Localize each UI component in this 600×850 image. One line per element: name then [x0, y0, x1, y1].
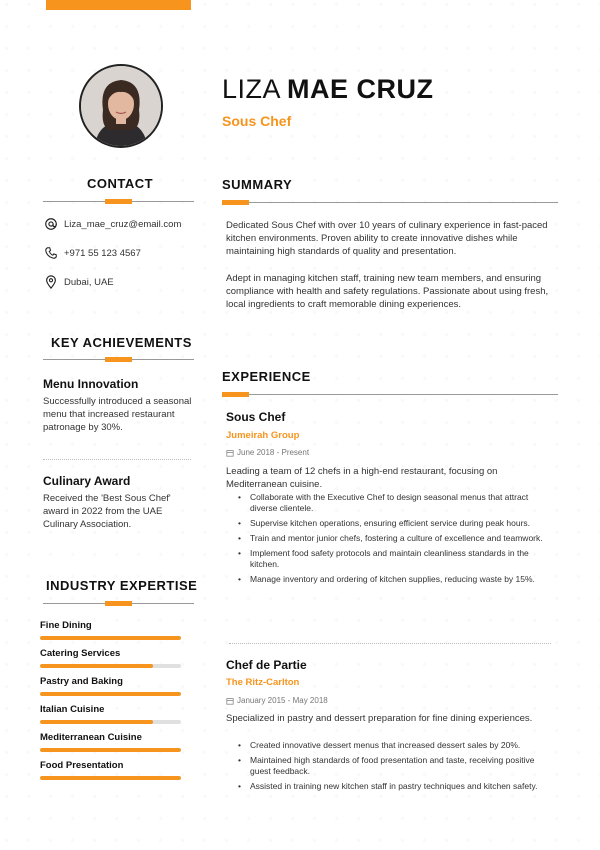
job-bullet: • Maintained high standards of food presentation and taste, receiving positive guest feedback. — [238, 755, 544, 777]
skill-level-fill — [40, 776, 181, 780]
skill-level-fill — [40, 720, 153, 724]
experience-accent — [222, 392, 249, 397]
skill-level-bar — [40, 776, 181, 780]
job-company: The Ritz-Carlton — [226, 677, 300, 688]
achievement-desc: Received the 'Best Sous Chef' award in 2022 from the UAE Culinary Association. — [43, 493, 171, 530]
job-company: Jumeirah Group — [226, 430, 300, 441]
contact-accent — [105, 199, 132, 204]
location-pin-icon — [44, 275, 58, 289]
job-description: Specialized in pastry and dessert preparation for fine dining experiences. — [226, 713, 533, 724]
summary-paragraph: Adept in managing kitchen staff, training new team members, and ensuring compliance with health and safety regulations. Passionate about using fresh, local ingredients to craft memorable dining experiences. — [226, 273, 549, 310]
first-name: LIZA — [222, 74, 282, 104]
experience-rule — [222, 394, 558, 395]
summary-paragraph: Dedicated Sous Chef with over 10 years of culinary experience in fast-paced kitchen environments. Proven ability to create innovative dishes while maintaining high standards of quality and presentation. — [226, 220, 548, 257]
expertise-heading: INDUSTRY EXPERTISE — [46, 578, 198, 593]
avatar — [79, 64, 163, 148]
job-dates — [226, 448, 309, 457]
phone-icon — [44, 246, 58, 260]
achievement-title: Culinary Award — [43, 474, 131, 488]
job-title: Chef de Partie — [226, 658, 307, 672]
skill-name: Food Presentation — [40, 760, 124, 771]
contact-email[interactable] — [44, 217, 181, 231]
achievement-title: Menu Innovation — [43, 377, 139, 391]
job-bullet: • Created innovative dessert menus that increased dessert sales by 20%. — [238, 740, 544, 751]
contact-phone[interactable] — [44, 246, 141, 260]
experience-heading: EXPERIENCE — [222, 369, 311, 384]
job-bullets — [238, 492, 544, 589]
skill-name: Catering Services — [40, 648, 121, 659]
job-bullet: • Supervise kitchen operations, ensuring efficient service during peak hours. — [238, 518, 544, 529]
skill-level-fill — [40, 664, 153, 668]
skill-level-fill — [40, 636, 181, 640]
job-divider — [229, 643, 551, 644]
last-name: MAE CRUZ — [287, 74, 434, 104]
location-text: Dubai, UAE — [64, 276, 114, 288]
skill-level-bar — [40, 664, 181, 668]
contact-location — [44, 275, 114, 289]
email-text: Liza_mae_cruz@email.com — [64, 218, 182, 230]
calendar-icon — [226, 697, 234, 705]
job-dates — [226, 696, 328, 705]
skill-name: Pastry and Baking — [40, 676, 123, 687]
job-bullet: • Train and mentor junior chefs, fostering a culture of excellence and teamwork. — [238, 533, 544, 544]
job-bullet: • Assisted in training new kitchen staff in pastry techniques and kitchen safety. — [238, 781, 544, 792]
job-description: Leading a team of 12 chefs in a high-end restaurant, focusing on Mediterranean cuisine. — [226, 466, 498, 490]
summary-heading: SUMMARY — [222, 177, 293, 192]
job-bullet: • Collaborate with the Executive Chef to design seasonal menus that attract diverse clientele. — [238, 492, 544, 514]
skill-name: Fine Dining — [40, 620, 92, 631]
skill-level-fill — [40, 748, 181, 752]
summary-accent — [222, 200, 249, 205]
skill-name: Mediterranean Cuisine — [40, 732, 142, 743]
job-title: Sous Chef — [226, 410, 286, 424]
job-bullet: • Manage inventory and ordering of kitchen supplies, reducing waste by 15%. — [238, 574, 544, 585]
achievement-divider — [43, 459, 191, 460]
calendar-icon — [226, 449, 234, 457]
at-icon — [44, 217, 58, 231]
job-bullets — [238, 740, 544, 796]
job-dates-text: January 2015 - May 2018 — [237, 696, 328, 705]
skill-level-fill — [40, 692, 181, 696]
achievement-desc: Successfully introduced a seasonal menu that increased restaurant patronage by 30%. — [43, 396, 192, 433]
job-dates-text: June 2018 - Present — [237, 448, 310, 457]
contact-heading: CONTACT — [87, 176, 154, 191]
skill-level-bar — [40, 748, 181, 752]
job-bullet: • Implement food safety protocols and maintain cleanliness standards in the kitchen. — [238, 548, 544, 570]
summary-rule — [222, 202, 558, 203]
skill-level-bar — [40, 636, 181, 640]
skill-level-bar — [40, 720, 181, 724]
full-name — [222, 74, 434, 105]
job-title: Sous Chef — [222, 113, 292, 129]
phone-text: +971 55 123 4567 — [64, 247, 141, 259]
achievements-heading: KEY ACHIEVEMENTS — [51, 335, 192, 350]
top-accent-bar — [46, 0, 191, 10]
skill-name: Italian Cuisine — [40, 704, 105, 715]
achievements-accent — [105, 357, 132, 362]
expertise-accent — [105, 601, 132, 606]
profile-photo — [81, 66, 161, 146]
skill-level-bar — [40, 692, 181, 696]
